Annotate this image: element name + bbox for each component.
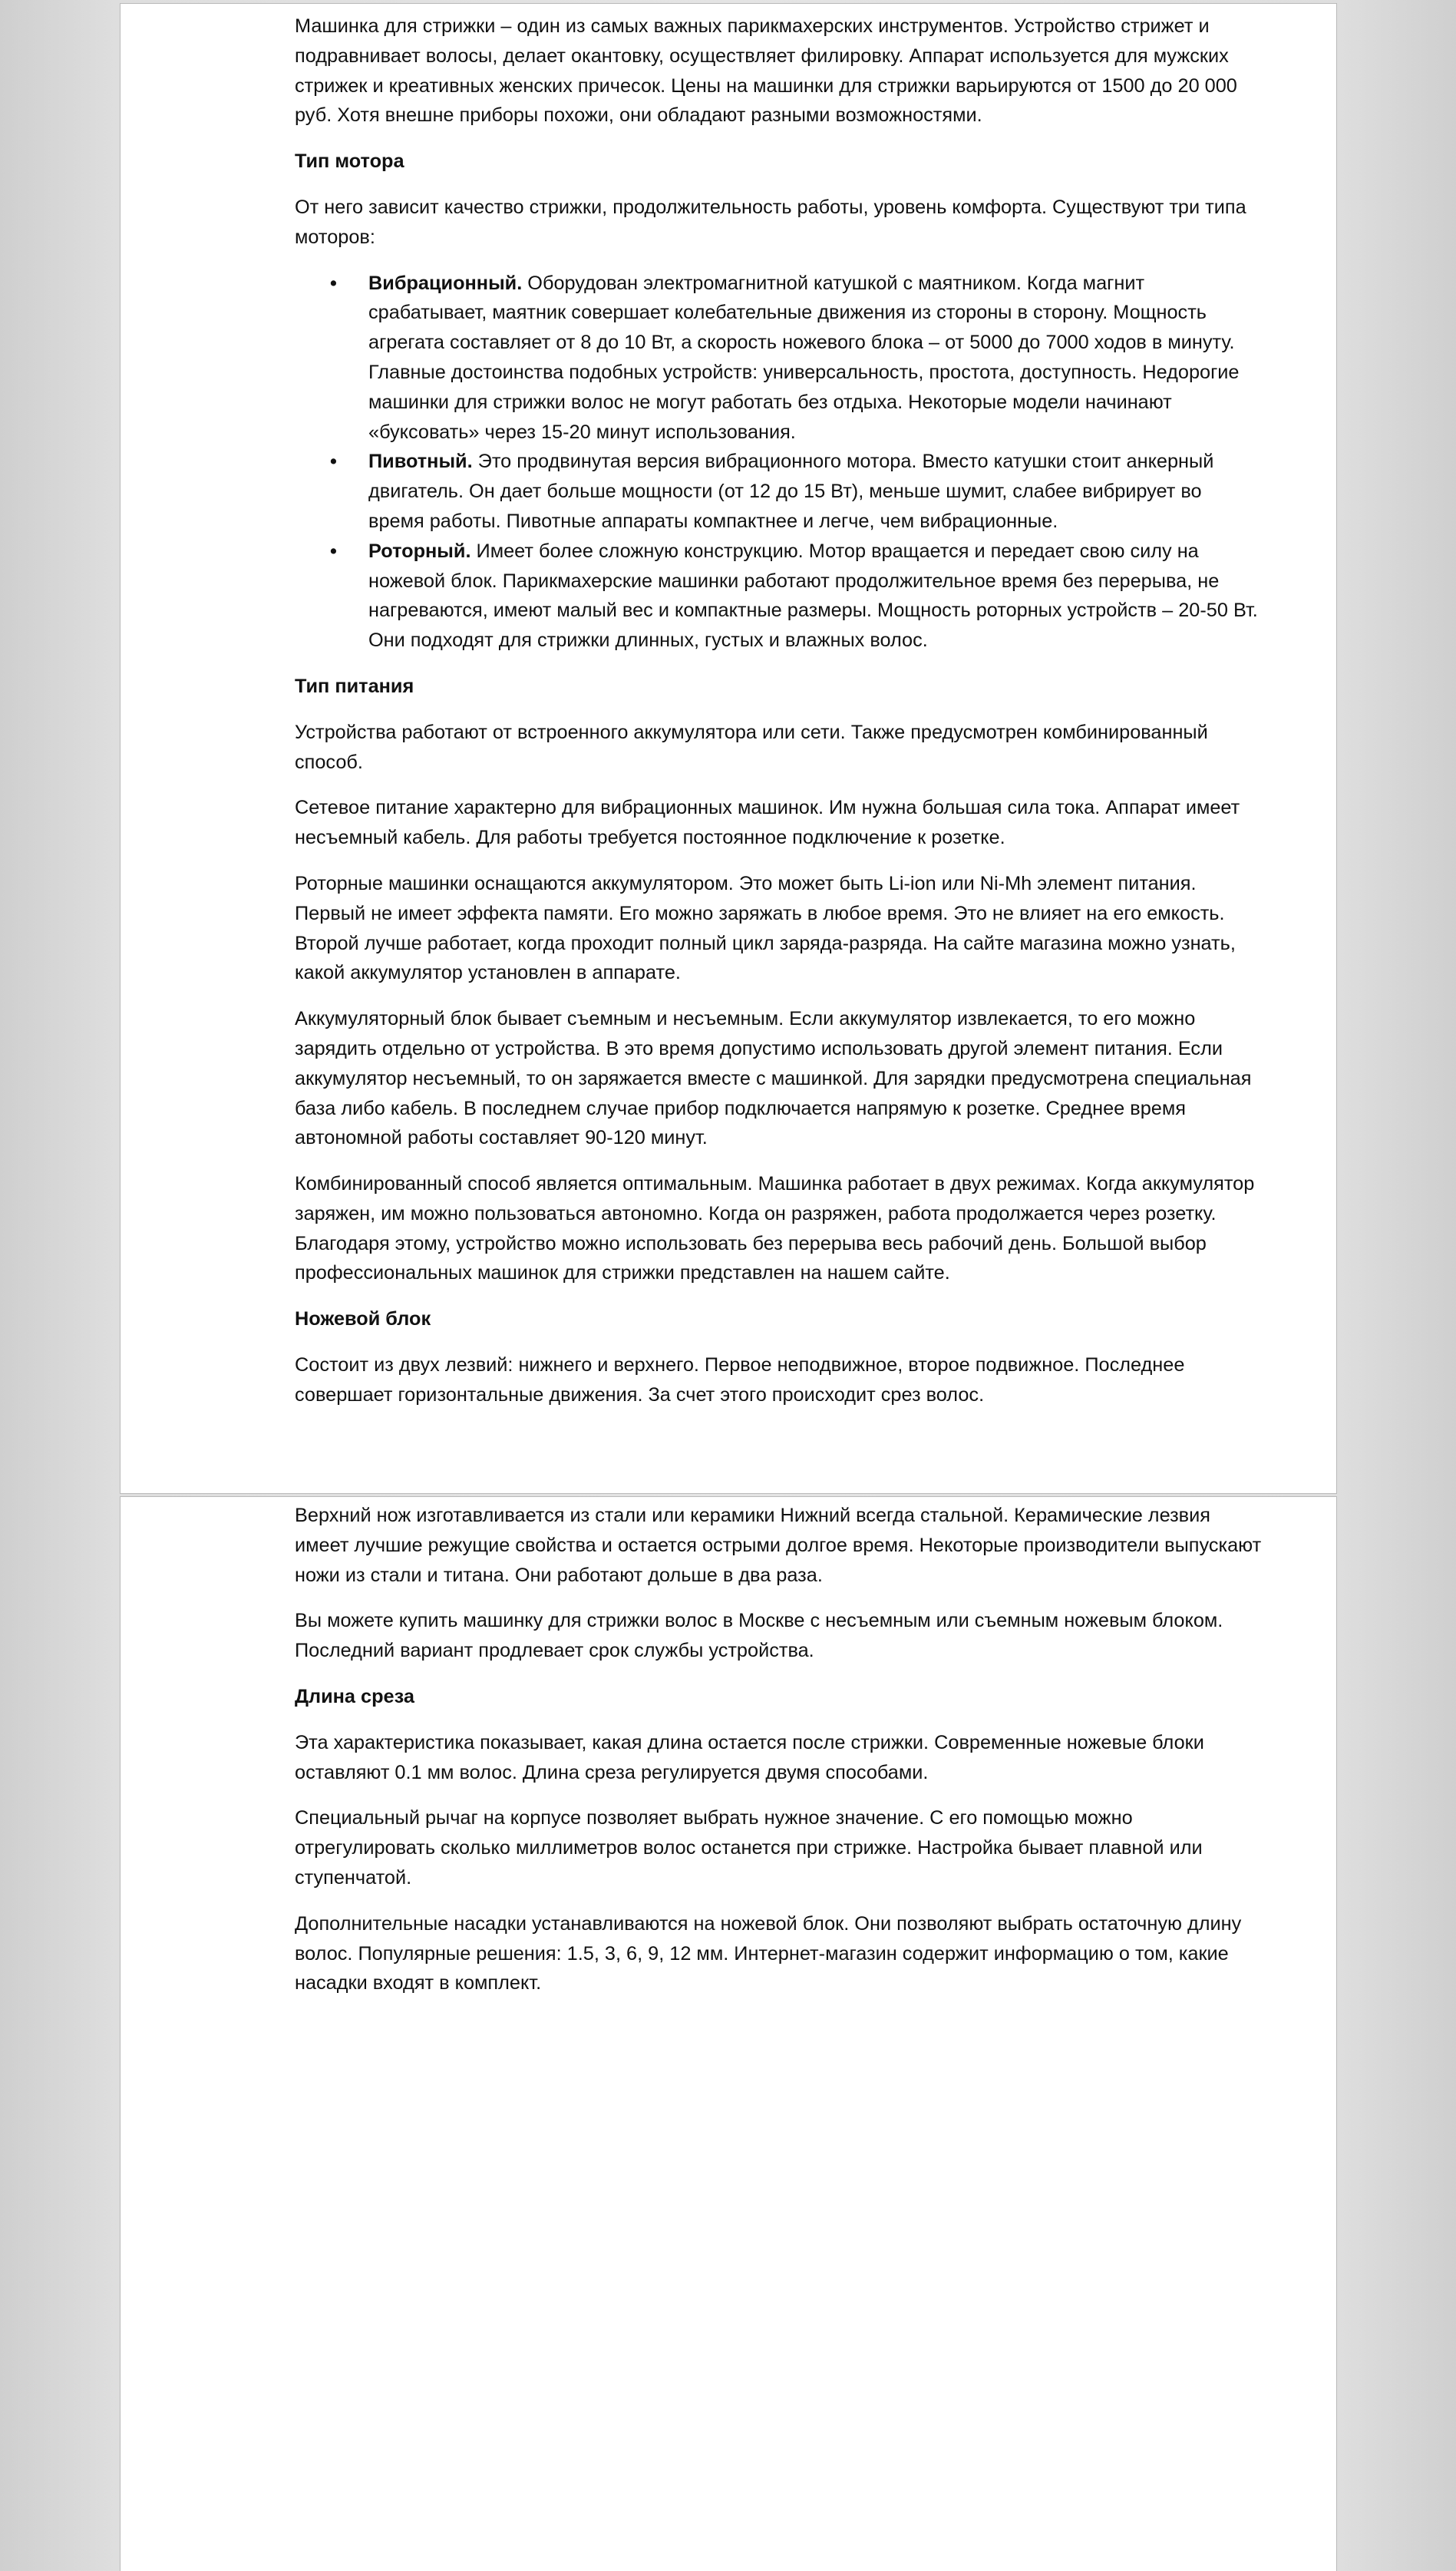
cut-length-paragraph: Эта характеристика показывает, какая длина остается после стрижки. Современные ножевые блоки оставляют 0.1 мм волос. Длина среза регулируется двумя способами. [295,1731,1204,1783]
list-item-text: Оборудован электромагнитной катушкой с маятником. Когда магнит срабатывает, маятник совершает колебательные движения из стороны в сторону. Мощность агрегата составляет от 8 до 10 Вт, а скорость ножевого блока – от 5000 до 7000 ходов в минуту. Главные достоинства подобных устройств: универсальность, простота, доступность. Недорогие машинки для стрижки волос не могут работать без отдыха. Некоторые модели начинают «буксовать» через 15-20 минут использования. [368,272,1240,443]
document-page-1 [120,3,1337,1494]
bullet-icon: • [330,272,337,294]
cut-length-paragraph: Дополнительные насадки устанавливаются на ножевой блок. Они позволяют выбрать остаточную длину волос. Популярные решения: 1.5, 3, 6, 9, 12 мм. Интернет-магазин содержит информацию о том, какие насадки входят в комплект. [295,1912,1242,1994]
page-2-content [295,1501,1262,2014]
motor-heading: Тип мотора [295,150,404,173]
power-paragraph: Роторные машинки оснащаются аккумулятором. Это может быть Li-ion или Ni-Mh элемент питания. Первый не имеет эффекта памяти. Его можно заряжать в любое время. Это не влияет на его емкость. Второй лучше работает, когда проходит полный цикл заряда-разряда. На сайте магазина можно узнать, какой аккумулятор установлен в аппарате. [295,872,1236,984]
list-item [330,269,1262,448]
bullet-icon: • [330,540,337,562]
page-1-content [295,12,1262,1426]
power-heading: Тип питания [295,675,414,697]
power-paragraph: Сетевое питание характерно для вибрационных машинок. Им нужна большая сила тока. Аппарат имеет несъемный кабель. Для работы требуется постоянное подключение к розетке. [295,797,1240,849]
list-item [330,537,1262,656]
list-item-text: Имеет более сложную конструкцию. Мотор вращается и передает свою силу на ножевой блок. Парикмахерские машинки работают продолжительное время без перерыва, не нагреваются, имеют малый вес и компактные размеры. Мощность роторных устройств – 20-50 Вт. Они подходят для стрижки длинных, густых и влажных волос. [368,540,1258,652]
blade-paragraph: Состоит из двух лезвий: нижнего и верхнего. Первое неподвижное, второе подвижное. Последнее совершает горизонтальные движения. За счет этого происходит срез волос. [295,1354,1185,1406]
power-paragraph: Комбинированный способ является оптимальным. Машинка работает в двух режимах. Когда аккумулятор заряжен, им можно пользоваться автономно. Когда он разряжен, работа продолжается через розетку. Благодаря этому, устройство можно использовать без перерыва весь рабочий день. Большой выбор профессиональных машинок для стрижки представлен на нашем сайте. [295,1173,1255,1284]
power-paragraph: Устройства работают от встроенного аккумулятора или сети. Также предусмотрен комбинированный способ. [295,721,1208,773]
list-item-text: Это продвинутая версия вибрационного мотора. Вместо катушки стоит анкерный двигатель. Он дает больше мощности (от 12 до 15 Вт), меньше шумит, слабее вибрирует во время работы. Пивотные аппараты компактнее и легче, чем вибрационные. [368,451,1214,532]
blade-heading: Ножевой блок [295,1308,431,1330]
bullet-icon: • [330,451,337,473]
list-item-term: Пивотный. [368,451,473,473]
motor-intro-paragraph: От него зависит качество стрижки, продолжительность работы, уровень комфорта. Существуют три типа моторов: [295,196,1246,248]
document-page-2 [120,1496,1337,2571]
list-item-term: Вибрационный. [368,272,523,294]
blade-paragraph: Верхний нож изготавливается из стали или керамики Нижний всегда стальной. Керамические лезвия имеет лучшие режущие свойства и остается острыми долгое время. Некоторые производители выпускают ножи из стали и титана. Они работают дольше в два раза. [295,1505,1262,1586]
list-item-term: Роторный. [368,540,471,562]
blade-paragraph: Вы можете купить машинку для стрижки волос в Москве с несъемным или съемным ножевым блоком. Последний вариант продлевает срок службы устройства. [295,1610,1223,1662]
motor-types-list [295,269,1262,656]
list-item [330,447,1262,536]
intro-paragraph: Машинка для стрижки – один из самых важных парикмахерских инструментов. Устройство стрижет и подравнивает волосы, делает окантовку, осуществляет филировку. Аппарат используется для мужских стрижек и креативных женских причесок. Цены на машинки для стрижки варьируются от 1500 до 20 000 руб. Хотя внешне приборы похожи, они обладают разными возможностями. [295,15,1237,127]
power-paragraph: Аккумуляторный блок бывает съемным и несъемным. Если аккумулятор извлекается, то его можно зарядить отдельно от устройства. В это время допустимо использовать другой элемент питания. Если аккумулятор несъемный, то он заряжается вместе с машинкой. Для зарядки предусмотрена специальная база либо кабель. В последнем случае прибор подключается напрямую к розетке. Среднее время автономной работы составляет 90-120 минут. [295,1008,1252,1149]
cut-length-heading: Длина среза [295,1685,414,1707]
cut-length-paragraph: Специальный рычаг на корпусе позволяет выбрать нужное значение. С его помощью можно отрегулировать сколько миллиметров волос останется при стрижке. Настройка бывает плавной или ступенчатой. [295,1807,1203,1889]
